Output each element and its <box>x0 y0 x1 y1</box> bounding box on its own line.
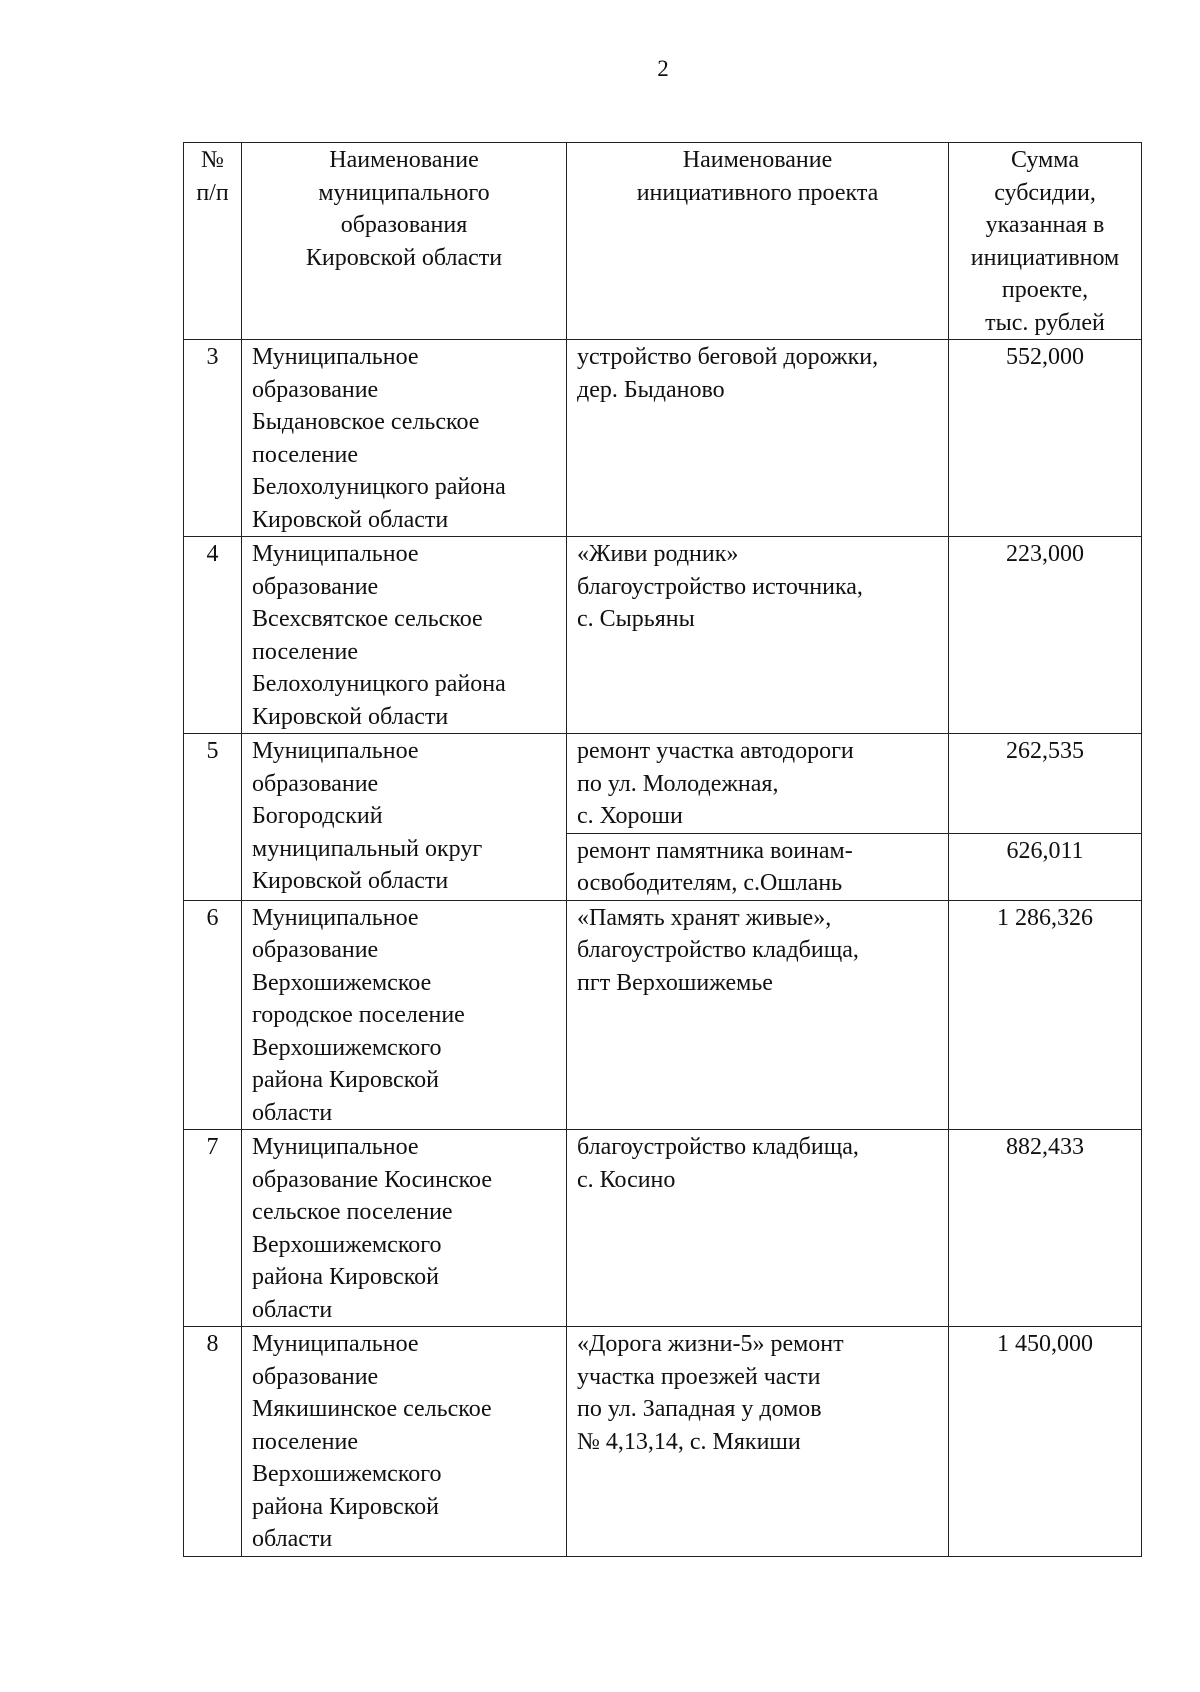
table-row <box>184 900 1142 1130</box>
row-project: «Живи родник» благоустройство источника, с. Сырьяны <box>567 537 949 734</box>
row-amount: 223,000 <box>949 537 1142 734</box>
row-project: благоустройство кладбища, с. Косино <box>567 1130 949 1327</box>
page-number: 2 <box>657 56 669 81</box>
row-project: «Дорога жизни-5» ремонт участка проезжей части по ул. Западная у домов № 4,13,14, с. Мякиши <box>567 1327 949 1557</box>
row-amount: 882,433 <box>949 1130 1142 1327</box>
row-municipality: Муниципальное образование Косинское сельское поселение Верхошижемского района Кировской области <box>242 1130 567 1327</box>
table-row <box>184 537 1142 734</box>
table-row <box>184 1130 1142 1327</box>
row-amount: 1 450,000 <box>949 1327 1142 1557</box>
row-num: 5 <box>184 734 242 901</box>
row-municipality: Муниципальное образование Всехсвятское сельское поселение Белохолуницкого района Кировской области <box>242 537 567 734</box>
row-municipality: Муниципальное образование Мякишинское сельское поселение Верхошижемского района Кировской области <box>242 1327 567 1557</box>
subsidy-table <box>183 142 1142 1557</box>
row-municipality: Муниципальное образование Богородский муниципальный округ Кировской области <box>242 734 567 901</box>
row-project: ремонт участка автодороги по ул. Молодежная, с. Хороши <box>567 734 949 834</box>
header-municipality: Наименование муниципального образования Кировской области <box>242 143 567 340</box>
row-num: 8 <box>184 1327 242 1557</box>
row-project: «Память хранят живые», благоустройство кладбища, пгт Верхошижемье <box>567 900 949 1130</box>
table-row <box>184 340 1142 537</box>
row-project: устройство беговой дорожки, дер. Быданово <box>567 340 949 537</box>
row-amount: 1 286,326 <box>949 900 1142 1130</box>
row-num: 6 <box>184 900 242 1130</box>
header-amount: Сумма субсидии, указанная в инициативном проекте, тыс. рублей <box>949 143 1142 340</box>
row-amount: 552,000 <box>949 340 1142 537</box>
row-num: 4 <box>184 537 242 734</box>
table-row <box>184 734 1142 834</box>
row-municipality: Муниципальное образование Верхошижемское городское поселение Верхошижемского района Кировской области <box>242 900 567 1130</box>
table-row <box>184 1327 1142 1557</box>
row-amount: 626,011 <box>949 833 1142 900</box>
row-num: 7 <box>184 1130 242 1327</box>
row-project: ремонт памятника воинам- освободителям, с.Ошлань <box>567 833 949 900</box>
header-num: № п/п <box>184 143 242 340</box>
row-municipality: Муниципальное образование Быдановское сельское поселение Белохолуницкого района Кировской области <box>242 340 567 537</box>
table-header-row <box>184 143 1142 340</box>
header-project: Наименование инициативного проекта <box>567 143 949 340</box>
row-num: 3 <box>184 340 242 537</box>
row-amount: 262,535 <box>949 734 1142 834</box>
